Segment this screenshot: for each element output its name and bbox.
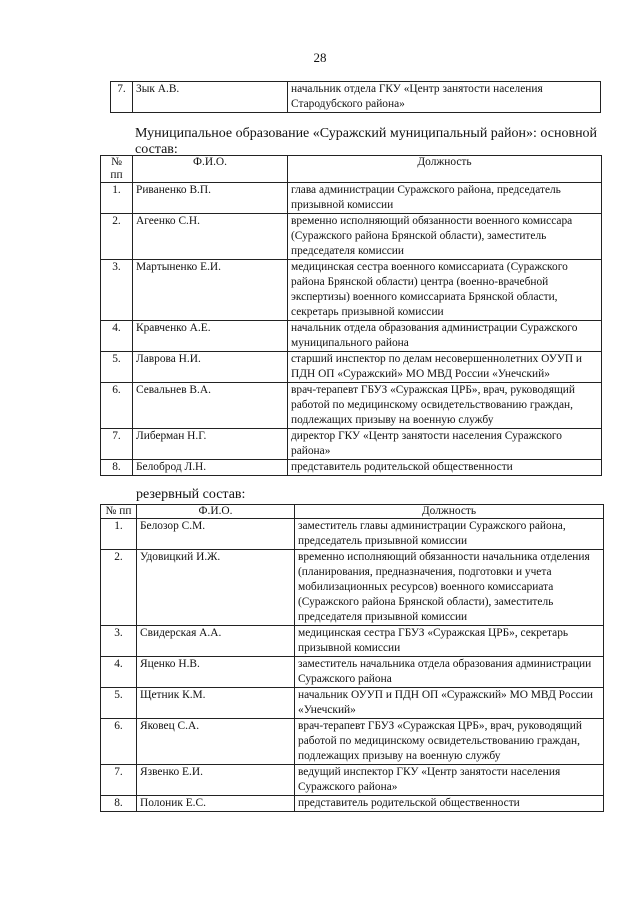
row-number: 1. [101,183,133,214]
member-position: врач-терапевт ГБУЗ «Суражская ЦРБ», врач, руководящий работой по медицинскому освидетельствованию граждан, подлежащих призыву на военную службу [295,719,604,765]
member-name: Лаврова Н.И. [133,352,288,383]
member-name: Риваненко В.П. [133,183,288,214]
continuation-table-body [111,82,601,113]
table-row [101,796,604,812]
row-number: 7. [101,429,133,460]
table-row [101,719,604,765]
table-row [101,765,604,796]
member-position: начальник отдела ГКУ «Центр занятости населения Стародубского района» [288,82,601,113]
member-name: Либерман Н.Г. [133,429,288,460]
row-number: 3. [101,626,137,657]
row-number: 4. [101,657,137,688]
reserve-composition-table [100,504,604,812]
member-name: Белозор С.М. [137,519,295,550]
table-row [101,550,604,626]
row-number: 5. [101,352,133,383]
column-header-num: № пп [101,505,137,519]
table-row [101,519,604,550]
member-name: Яценко Н.В. [137,657,295,688]
reserve-table-body [101,519,604,812]
table-row [101,183,602,214]
table-row [101,626,604,657]
table-row [101,260,602,321]
member-position: временно исполняющий обязанности начальника отделения (планирования, предназначения, подготовки и учета мобилизационных ресурсов) военного комиссариата (Суражского района Брянской области), заместитель председателя призывной комиссии [295,550,604,626]
column-header-position: Должность [295,505,604,519]
column-header-name: Ф.И.О. [133,156,288,183]
row-number: 2. [101,214,133,260]
member-position: представитель родительской общественности [295,796,604,812]
page-number: 28 [313,50,327,65]
member-position: глава администрации Суражского района, председатель призывной комиссии [288,183,602,214]
row-number: 1. [101,519,137,550]
row-number: 2. [101,550,137,626]
table-header-row [101,505,604,519]
row-number: 3. [101,260,133,321]
member-name: Яковец С.А. [137,719,295,765]
row-number: 5. [101,688,137,719]
member-position: заместитель главы администрации Суражского района, председатель призывной комиссии [295,519,604,550]
section-heading-main: Муниципальное образование «Суражский муниципальный район»: основной состав: [135,126,598,157]
member-name: Щетник К.М. [137,688,295,719]
table-row [101,321,602,352]
member-name: Свидерская А.А. [137,626,295,657]
member-position: представитель родительской общественности [288,460,602,476]
row-number: 4. [101,321,133,352]
row-number: 8. [101,796,137,812]
table-row [101,657,604,688]
column-header-num: № пп [101,156,133,183]
row-number: 7. [101,765,137,796]
member-name: Кравченко А.Е. [133,321,288,352]
row-number: 8. [101,460,133,476]
member-name: Агеенко С.Н. [133,214,288,260]
member-name: Язвенко Е.И. [137,765,295,796]
member-position: медицинская сестра ГБУЗ «Суражская ЦРБ», секретарь призывной комиссии [295,626,604,657]
member-position: ведущий инспектор ГКУ «Центр занятости населения Суражского района» [295,765,604,796]
main-composition-table [100,155,602,476]
member-position: временно исполняющий обязанности военного комиссара (Суражского района Брянской области), заместитель председателя комиссии [288,214,602,260]
table-row [101,352,602,383]
table-row [101,460,602,476]
table-row [101,688,604,719]
member-name: Полоник Е.С. [137,796,295,812]
member-name: Мартыненко Е.И. [133,260,288,321]
member-position: врач-терапевт ГБУЗ «Суражская ЦРБ», врач, руководящий работой по медицинскому освидетельствованию граждан, подлежащих призыву на военную службу [288,383,602,429]
row-number: 6. [101,719,137,765]
member-position: директор ГКУ «Центр занятости населения Суражского района» [288,429,602,460]
member-name: Белоброд Л.Н. [133,460,288,476]
member-position: медицинская сестра военного комиссариата (Суражского района Брянской области) центра (военно-врачебной экспертизы) военного комиссариата Брянской области, секретарь призывной комиссии [288,260,602,321]
member-position: начальник ОУУП и ПДН ОП «Суражский» МО МВД России «Унечский» [295,688,604,719]
table-header-row [101,156,602,183]
main-table-body [101,183,602,476]
table-row [101,214,602,260]
member-name: Севальнев В.А. [133,383,288,429]
continuation-table [110,81,601,113]
member-position: заместитель начальника отдела образования администрации Суражского района [295,657,604,688]
row-number: 6. [101,383,133,429]
table-row [101,383,602,429]
column-header-name: Ф.И.О. [137,505,295,519]
table-row [101,429,602,460]
member-name: Зык А.В. [133,82,288,113]
column-header-position: Должность [288,156,602,183]
table-row [111,82,601,113]
member-position: начальник отдела образования администрации Суражского муниципального района [288,321,602,352]
member-position: старший инспектор по делам несовершеннолетних ОУУП и ПДН ОП «Суражский» МО МВД России «Унечский» [288,352,602,383]
row-number: 7. [111,82,133,113]
member-name: Удовицкий И.Ж. [137,550,295,626]
section-heading-reserve: резервный состав: [136,487,246,502]
